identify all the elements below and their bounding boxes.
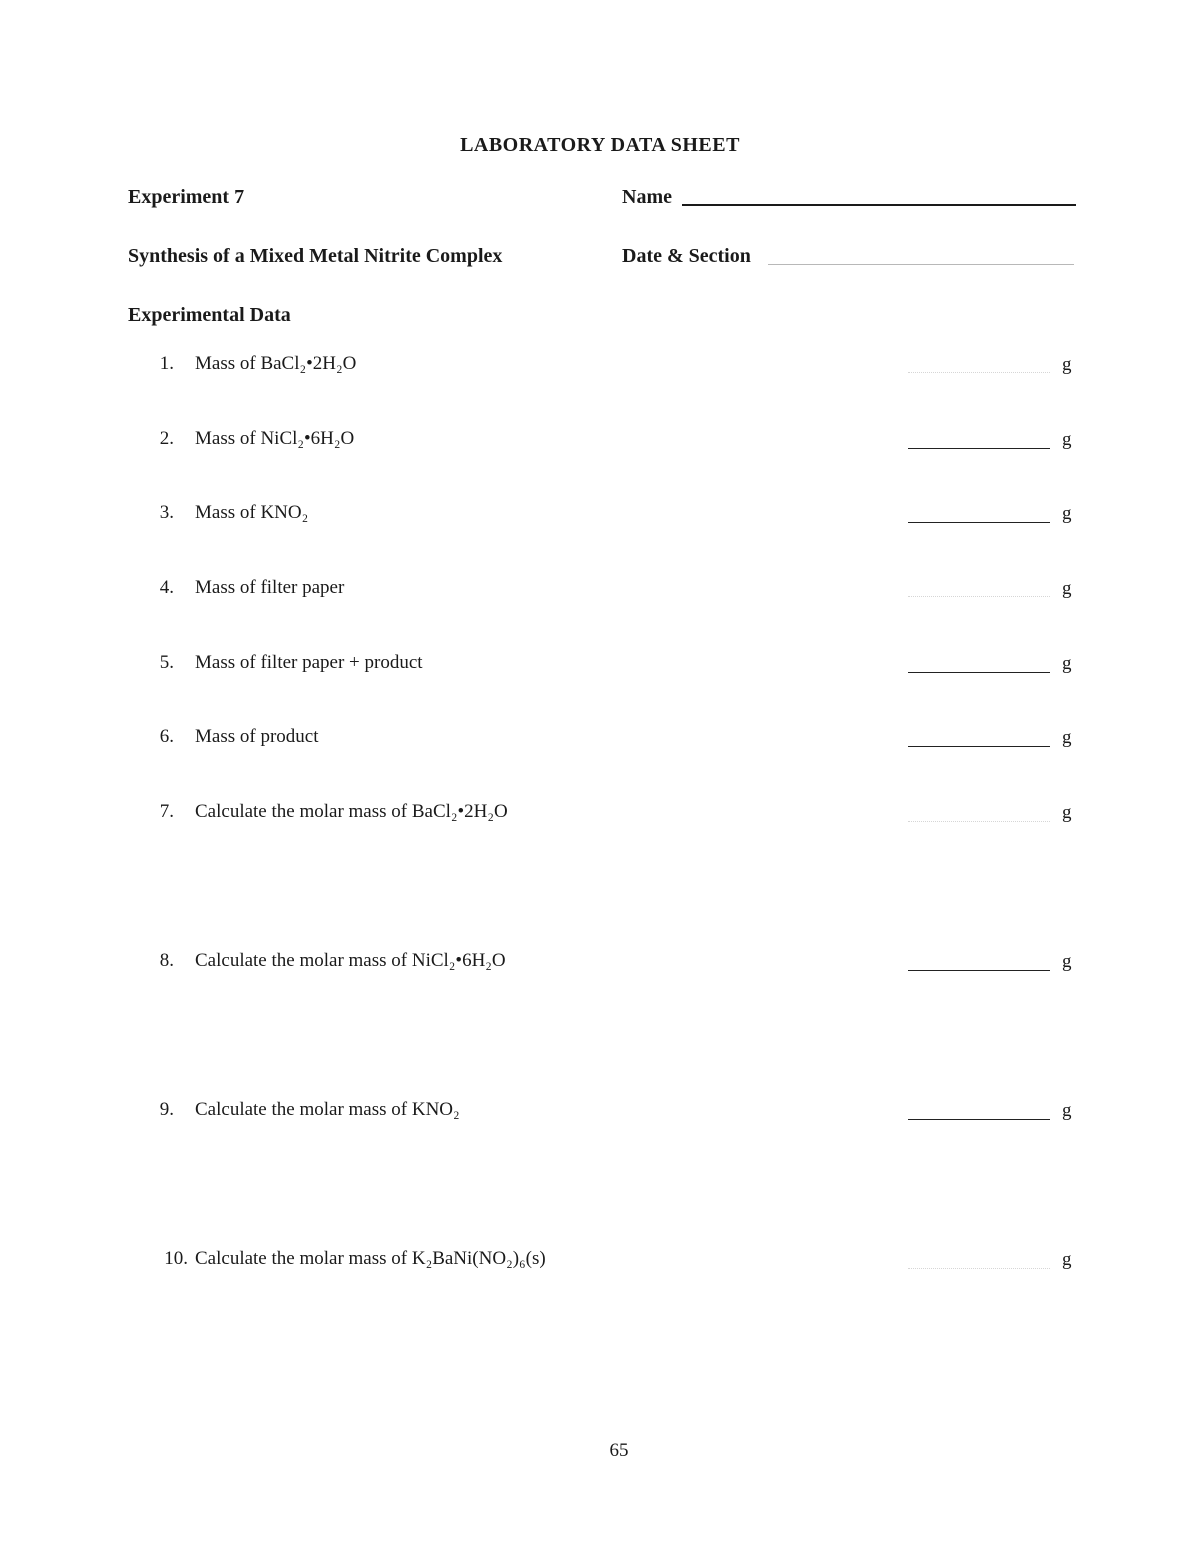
answer-field[interactable] [908, 596, 1050, 597]
item-text: Calculate the molar mass of K₂BaNi(NO₂)₆(s) [195, 1248, 546, 1269]
date-section-field[interactable] [768, 264, 1074, 265]
item-number: 5. [159, 652, 174, 673]
answer-field[interactable] [908, 1119, 1050, 1120]
answer-field[interactable] [908, 448, 1050, 449]
sheet-title: LABORATORY DATA SHEET [460, 134, 740, 156]
item-text: Calculate the molar mass of BaCl₂•2H₂O [195, 801, 508, 822]
item-number: 3. [159, 502, 174, 523]
unit-label: g [1062, 802, 1072, 823]
name-label: Name [622, 186, 672, 208]
unit-label: g [1062, 503, 1072, 524]
answer-field[interactable] [908, 1268, 1050, 1269]
item-text: Mass of NiCl₂•6H₂O [195, 428, 355, 449]
date-section-label: Date & Section [622, 245, 751, 267]
unit-label: g [1062, 429, 1072, 450]
item-number: 10. [164, 1248, 188, 1269]
unit-label: g [1062, 1249, 1072, 1270]
unit-label: g [1062, 653, 1072, 674]
answer-field[interactable] [908, 372, 1050, 373]
answer-field[interactable] [908, 970, 1050, 971]
item-text: Mass of product [195, 726, 319, 747]
item-text: Calculate the molar mass of NiCl₂•6H₂O [195, 950, 506, 971]
name-field[interactable] [682, 204, 1076, 206]
item-number: 4. [159, 577, 174, 598]
item-number: 9. [159, 1099, 174, 1120]
unit-label: g [1062, 354, 1072, 375]
item-number: 1. [159, 353, 174, 374]
answer-field[interactable] [908, 522, 1050, 523]
experiment-label: Experiment 7 [128, 186, 245, 208]
item-number: 6. [159, 726, 174, 747]
page-number: 65 [609, 1440, 629, 1461]
answer-field[interactable] [908, 672, 1050, 673]
item-text: Mass of KNO₂ [195, 502, 309, 523]
unit-label: g [1062, 1100, 1072, 1121]
item-text: Mass of filter paper + product [195, 652, 423, 673]
item-text: Calculate the molar mass of KNO₂ [195, 1099, 460, 1120]
item-text: Mass of BaCl₂•2H₂O [195, 353, 357, 374]
item-number: 2. [159, 428, 174, 449]
item-number: 8. [159, 950, 174, 971]
unit-label: g [1062, 578, 1072, 599]
unit-label: g [1062, 951, 1072, 972]
unit-label: g [1062, 727, 1072, 748]
section-title: Experimental Data [128, 304, 291, 326]
answer-field[interactable] [908, 821, 1050, 822]
synthesis-title: Synthesis of a Mixed Metal Nitrite Complex [128, 245, 503, 267]
item-number: 7. [159, 801, 174, 822]
answer-field[interactable] [908, 746, 1050, 747]
item-text: Mass of filter paper [195, 577, 345, 598]
